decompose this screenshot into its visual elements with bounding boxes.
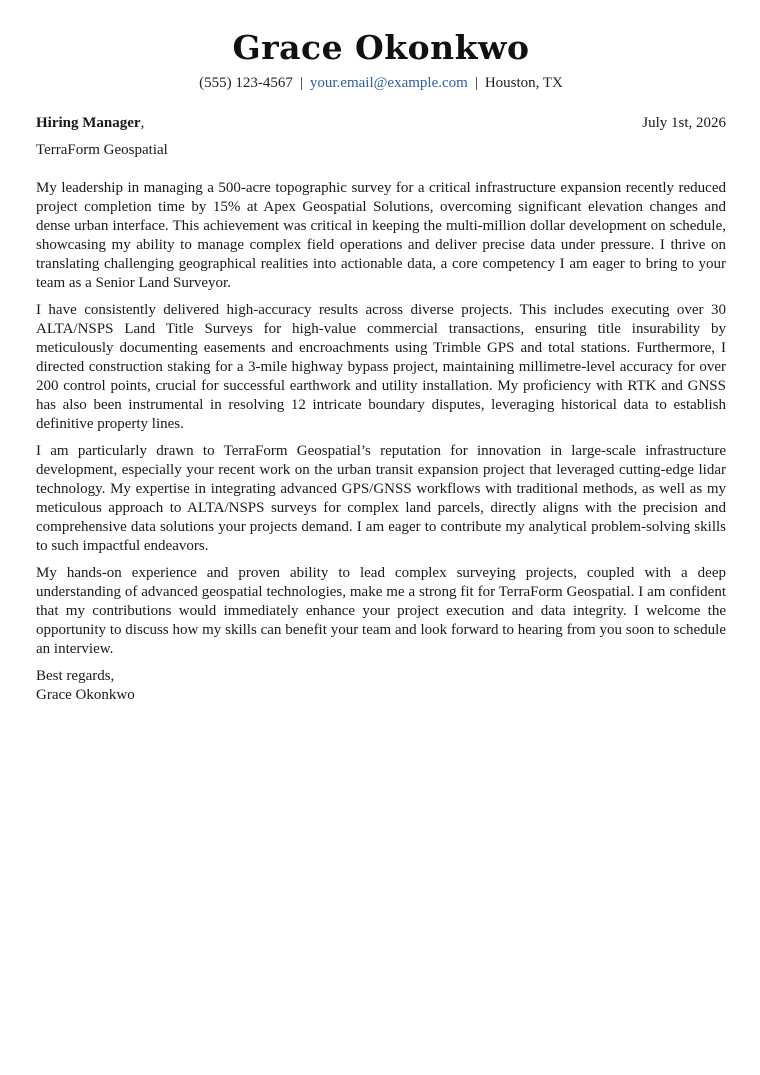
email-link[interactable]: your.email@example.com	[309, 75, 468, 91]
recipient-name-suffix: ,	[140, 115, 145, 131]
applicant-name: Grace Okonkwo	[232, 28, 530, 67]
separator: |	[474, 75, 478, 91]
recipient-name: Hiring Manager	[36, 115, 141, 131]
recipient-date-row	[36, 114, 726, 132]
recipient-line	[36, 114, 144, 132]
letter-closing	[36, 667, 726, 705]
location: Houston, TX	[484, 75, 563, 91]
separator: |	[299, 75, 303, 91]
body-paragraph: My hands-on experience and proven ability to lead complex surveying projects, coupled with a deep understanding of advanced geospatial technologies, make me a strong fit for TerraForm Geospatial. I am confident that my contributions would immediately enhance your project execution and data integrity. I welcome the opportunity to discuss how my skills can benefit your team and look forward to hearing from you soon to schedule an interview.	[36, 565, 726, 657]
closing-salutation: Best regards,	[36, 668, 115, 684]
signature-name: Grace Okonkwo	[36, 687, 135, 703]
body-paragraph: My leadership in managing a 500-acre topographic survey for a critical infrastructure expansion recently reduced project completion time by 15% at Apex Geospatial Solutions, overcoming significant elevation changes and dense urban interface. This achievement was critical in keeping the multi-million dollar development on schedule, showcasing my ability to manage complex field operations and deliver precise data under pressure. I thrive on translating challenging geographical realities into actionable data, a core competency I am eager to bring to your team as a Senior Land Surveyor.	[36, 180, 726, 291]
letter-date: July 1st, 2026	[642, 115, 726, 131]
body-paragraph: I am particularly drawn to TerraForm Geospatial’s reputation for innovation in large-scale infrastructure development, especially your recent work on the urban transit expansion project that leveraged cutting-edge lidar technology. My expertise in integrating advanced GPS/GNSS workflows with traditional methods, as well as my meticulous approach to ALTA/NSPS surveys for complex land parcels, directly aligns with the precision and comprehensive data solutions your projects demand. I am eager to contribute my analytical problem-solving skills to such impactful endeavors.	[36, 443, 726, 554]
recipient-company: TerraForm Geospatial	[36, 142, 168, 158]
phone-number: (555) 123-4567	[199, 75, 293, 91]
contact-line	[36, 74, 726, 92]
body-paragraph: I have consistently delivered high-accuracy results across diverse projects. This includes executing over 30 ALTA/NSPS Land Title Surveys for high-value commercial transactions, ensuring title insurability by meticulously documenting easements and encroachments using Trimble GPS and total stations. Furthermore, I directed construction staking for a 3-mile highway bypass project, maintaining millimetre-level accuracy for over 200 control points, crucial for successful earthwork and utility installation. My proficiency with RTK and GNSS has also been instrumental in resolving 12 intricate boundary disputes, leveraging historical data to establish definitive property lines.	[36, 302, 726, 432]
letter-body	[36, 179, 726, 659]
